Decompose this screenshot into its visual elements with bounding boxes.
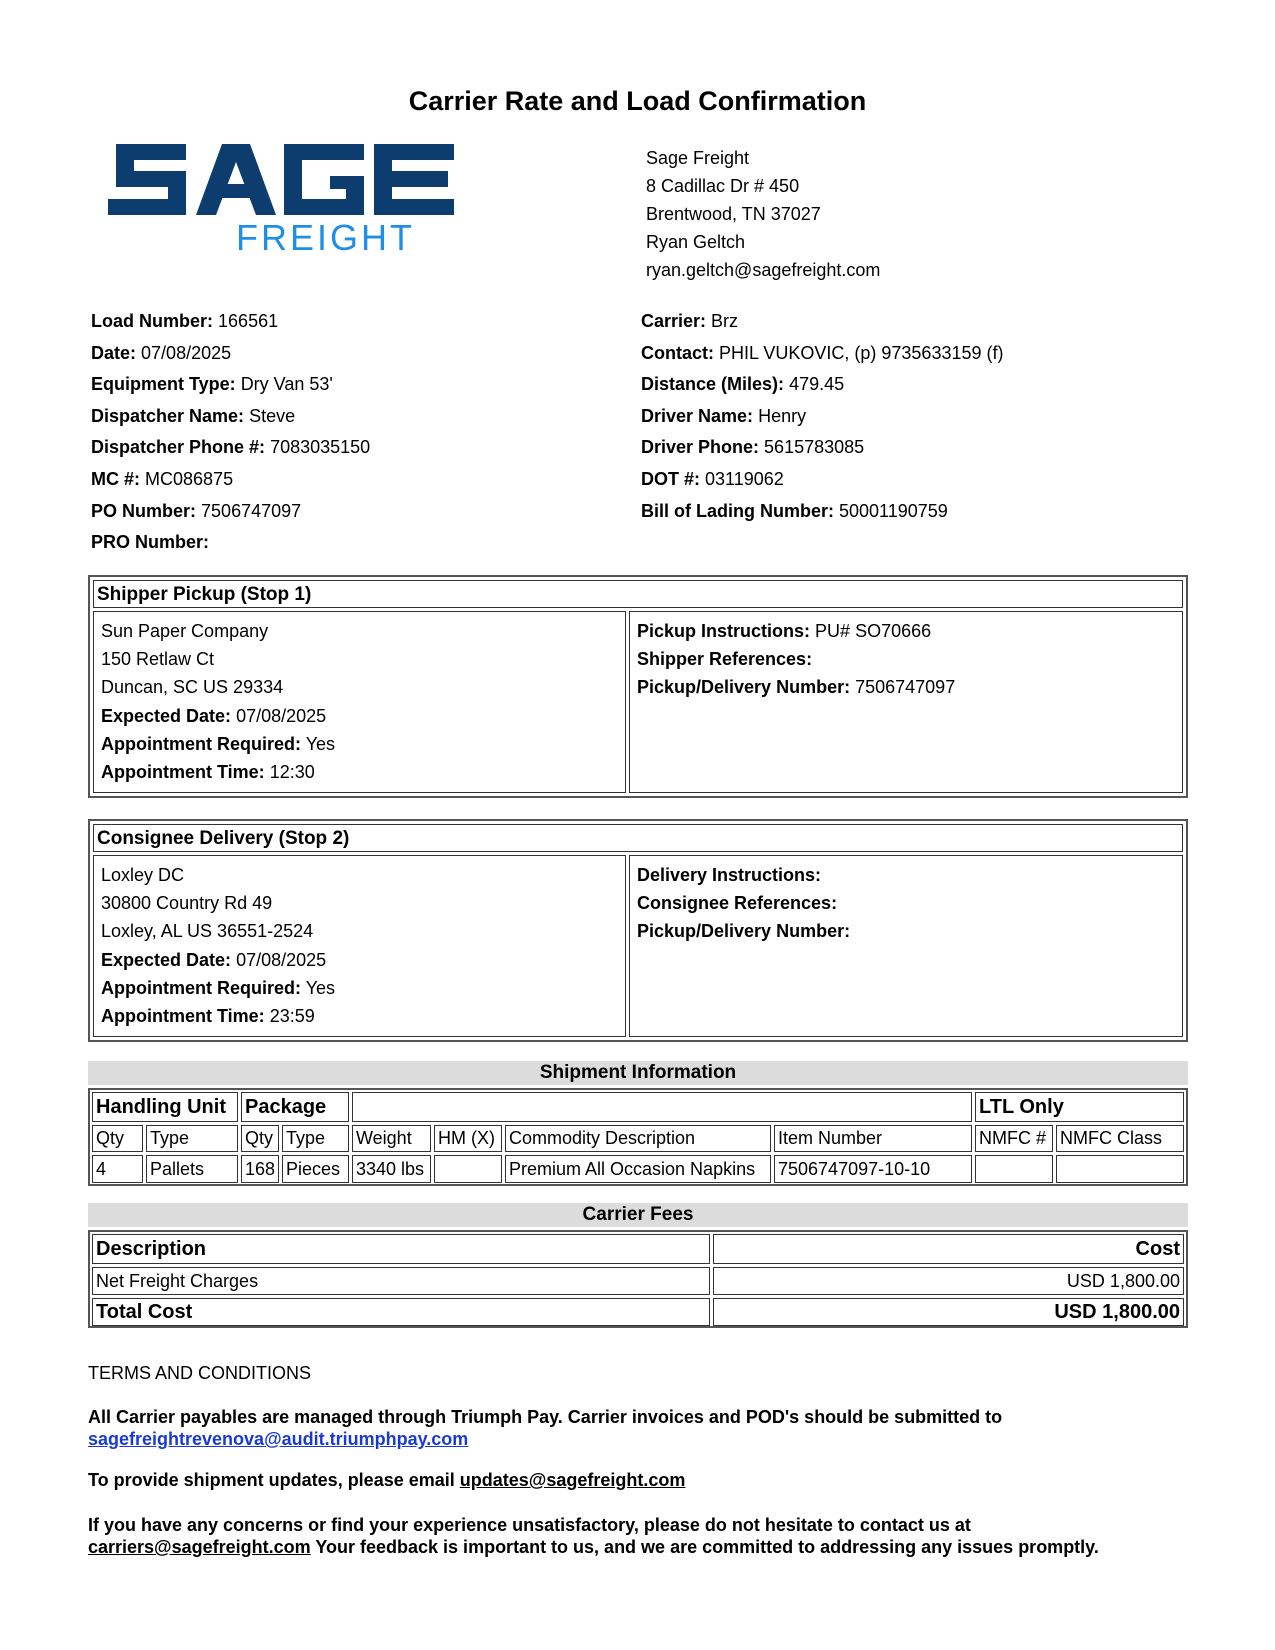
triumphpay-email-link[interactable]: sagefreightrevenova@audit.triumphpay.com [88,1429,469,1449]
sage-freight-logo [108,144,468,256]
company-address-line1: 8 Cadillac Dr # 450 [646,176,800,196]
col-weight: Weight [352,1125,431,1152]
company-name: Sage Freight [646,148,750,168]
delivery-street: 30800 Country Rd 49 [101,893,273,914]
pickup-street: 150 Retlaw Ct [101,649,215,670]
total-cost-label: Total Cost [92,1298,710,1326]
fee-line-cost: USD 1,800.00 [713,1267,1184,1295]
pickup-delivery-number: Pickup/Delivery Number: 7506747097 [637,677,956,698]
carrier-fees-heading: Carrier Fees [88,1203,1188,1227]
delivery-instructions-cell [629,855,1183,1037]
col-hazmat: HM (X) [434,1125,502,1152]
col-package-qty: Qty [241,1125,279,1152]
pickup-instructions: Pickup Instructions: PU# SO70666 [637,621,932,641]
load-number-row: Load Number: 166561 [91,311,279,331]
pickup-address-cell [93,611,626,793]
col-handling-qty: Qty [92,1125,143,1152]
pickup-expected-date: Expected Date: 07/08/2025 [101,705,327,726]
load-info-left [91,306,370,559]
company-address [646,144,880,284]
shipper-pickup-section [88,575,1188,798]
delivery-company: Loxley DC [101,865,185,885]
consignee-delivery-heading: Consignee Delivery (Stop 2) [93,824,1183,852]
contact-row: Contact: PHIL VUKOVIC, (p) 9735633159 (f) [641,342,1004,363]
document-title: Carrier Rate and Load Confirmation [408,86,867,116]
logo-freight-text: FREIGHT [236,217,415,256]
carrier-fees-table [88,1230,1188,1328]
terms-concerns-text: If you have any concerns or find your experience unsatisfactory, please do not hesitate to contact us at [88,1515,971,1535]
company-contact: Ryan Geltch [646,232,746,252]
package-header: Package [241,1092,349,1122]
bill-of-lading-row: Bill of Lading Number: 50001190759 [641,500,948,521]
terms-updates-paragraph [88,1470,1208,1491]
cell-package-qty: 168 [241,1155,279,1183]
handling-unit-header: Handling Unit [92,1092,238,1122]
delivery-instructions: Delivery Instructions: [637,865,822,885]
delivery-expected-date: Expected Date: 07/08/2025 [101,949,327,970]
cell-nmfc-class [1056,1155,1184,1183]
terms-and-conditions [88,1363,1208,1384]
delivery-appointment-time: Appointment Time: 23:59 [101,1006,315,1027]
pickup-appointment-time: Appointment Time: 12:30 [101,762,315,783]
col-commodity-description: Commodity Description [505,1125,771,1152]
company-address-line2: Brentwood, TN 37027 [646,204,821,224]
fee-line-description: Net Freight Charges [92,1267,710,1295]
po-number-row: PO Number: 7506747097 [91,500,302,521]
pickup-instructions-cell [629,611,1183,793]
pickup-city: Duncan, SC US 29334 [101,677,284,698]
delivery-address-cell [93,855,626,1037]
equipment-type-row: Equipment Type: Dry Van 53' [91,374,333,395]
shipper-pickup-heading: Shipper Pickup (Stop 1) [93,580,1183,608]
shipper-references: Shipper References: [637,649,813,670]
date-row: Date: 07/08/2025 [91,342,232,363]
cell-package-type: Pieces [282,1155,349,1183]
delivery-city: Loxley, AL US 36551-2524 [101,921,314,942]
cell-handling-type: Pallets [146,1155,238,1183]
load-info-right [641,306,1003,527]
delivery-appointment-required: Appointment Required: Yes [101,977,336,998]
shipment-table [88,1088,1188,1186]
col-nmfc-number: NMFC # [975,1125,1053,1152]
cell-weight: 3340 lbs [352,1155,431,1183]
terms-concerns-paragraph [88,1514,1208,1558]
fees-description-header: Description [92,1234,710,1264]
dispatcher-phone-row: Dispatcher Phone #: 7083035150 [91,437,371,458]
dispatcher-name-row: Dispatcher Name: Steve [91,405,296,426]
company-email: ryan.geltch@sagefreight.com [646,260,881,280]
terms-updates-text: To provide shipment updates, please email [88,1470,455,1490]
consignee-delivery-section [88,819,1188,1042]
mc-number-row: MC #: MC086875 [91,468,234,489]
terms-feedback-text: Your feedback is important to us, and we are committed to addressing any issues promptly. [315,1537,1099,1557]
carriers-email-link[interactable]: carriers@sagefreight.com [88,1537,311,1557]
total-cost-value: USD 1,800.00 [713,1298,1184,1326]
cell-item-number: 7506747097-10-10 [774,1155,972,1183]
pro-number-row: PRO Number: [91,532,210,553]
pickup-appointment-required: Appointment Required: Yes [101,733,336,754]
col-handling-type: Type [146,1125,238,1152]
distance-row: Distance (Miles): 479.45 [641,374,845,395]
delivery-pickup-delivery-number: Pickup/Delivery Number: [637,921,851,942]
terms-payables-paragraph [88,1406,1208,1450]
driver-name-row: Driver Name: Henry [641,405,807,426]
shipment-information-heading: Shipment Information [88,1061,1188,1085]
fees-cost-header: Cost [713,1234,1184,1264]
col-package-type: Type [282,1125,349,1152]
ltl-only-header: LTL Only [975,1092,1184,1122]
blank-group-header [352,1092,972,1122]
carrier-row: Carrier: Brz [641,311,739,331]
terms-heading: TERMS AND CONDITIONS [88,1363,312,1383]
updates-email-link[interactable]: updates@sagefreight.com [459,1470,686,1490]
pickup-company: Sun Paper Company [101,621,269,641]
terms-payables-text: All Carrier payables are managed through Triumph Pay. Carrier invoices and POD's should be submitted to [88,1407,1003,1427]
dot-number-row: DOT #: 03119062 [641,468,784,489]
col-nmfc-class: NMFC Class [1056,1125,1184,1152]
cell-hazmat [434,1155,502,1183]
cell-handling-qty: 4 [92,1155,143,1183]
cell-nmfc-number [975,1155,1053,1183]
col-item-number: Item Number [774,1125,972,1152]
cell-commodity-description: Premium All Occasion Napkins [505,1155,771,1183]
consignee-references: Consignee References: [637,893,838,914]
driver-phone-row: Driver Phone: 5615783085 [641,437,865,458]
